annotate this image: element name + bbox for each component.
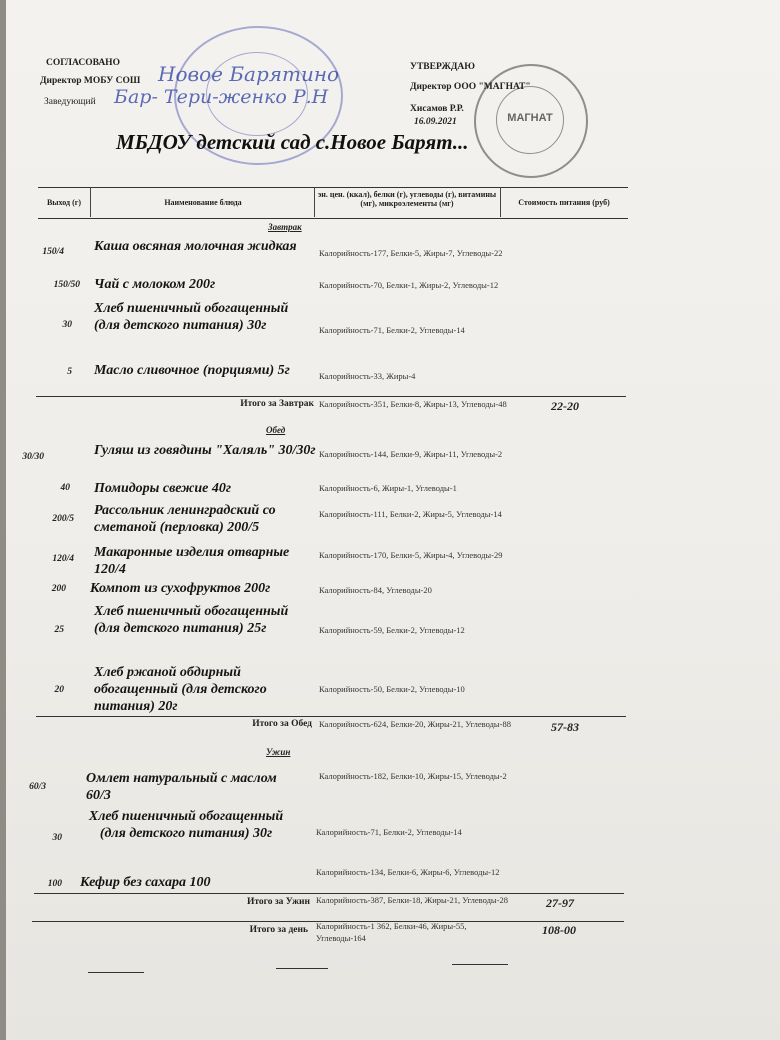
item-qty: 200/5 xyxy=(52,514,74,524)
item-name: Масло сливочное (порциями) 5г xyxy=(94,363,290,378)
total-label-lunch: Итого за Обед xyxy=(252,719,312,729)
company-stamp-text: МАГНАТ xyxy=(507,112,553,124)
col-name-header: Наименование блюда xyxy=(164,198,242,207)
item-name: Макаронные изделия отварные 120/4 xyxy=(94,545,290,577)
price-lunch: 57-83 xyxy=(551,720,579,734)
school-director-label: Директор МОБУ СОШ xyxy=(40,76,141,86)
item-qty: 200 xyxy=(51,584,66,594)
item-name: Рассольник ленинградский со сметаной (перловка) 200/5 xyxy=(94,503,276,535)
total-rule xyxy=(36,716,626,717)
item-nutrition: Калорийность-170, Белки-5, Жиры-4, Углеводы-29 xyxy=(319,550,503,560)
total-nutrition-day: Калорийность-1 362, Белки-46, Жиры-55, Углеводы-164 xyxy=(316,921,467,943)
total-nutrition-dinner: Калорийность-387, Белки-18, Жиры-21, Углеводы-28 xyxy=(316,895,508,905)
total-nutrition-lunch: Калорийность-624, Белки-20, Жиры-21, Углеводы-88 xyxy=(319,719,511,729)
item-name: Гуляш из говядины "Халяль" 30/30г xyxy=(94,443,316,458)
item-nutrition: Калорийность-84, Углеводы-20 xyxy=(319,585,432,595)
approve-label: УТВЕРЖДАЮ xyxy=(410,62,475,72)
item-nutrition: Калорийность-144, Белки-9, Жиры-11, Углеводы-2 xyxy=(319,449,503,459)
item-nutrition: Калорийность-111, Белки-2, Жиры-5, Углеводы-14 xyxy=(319,509,502,519)
item-qty: 120/4 xyxy=(52,554,74,564)
director-name: Хисамов Р.Р. xyxy=(410,104,464,114)
total-nutrition-breakfast: Калорийность-351, Белки-8, Жиры-13, Углеводы-48 xyxy=(319,399,507,409)
item-qty: 5 xyxy=(67,367,72,377)
item-qty: 150/50 xyxy=(53,280,80,290)
item-name: Каша овсяная молочная жидкая xyxy=(94,239,297,254)
head-label: Заведующий xyxy=(44,97,96,107)
item-name: Хлеб пшеничный обогащенный (для детского питания) 30г xyxy=(88,809,284,841)
col-divider xyxy=(314,187,315,217)
item-qty: 30/30 xyxy=(22,452,44,462)
col-nutr-header: эн. цен. (ккал), белки (г), углеводы (г), витамины (мг), микроэлементы (мг) xyxy=(317,190,497,208)
item-name: Омлет натуральный с маслом 60/3 xyxy=(86,771,277,803)
handwritten-signature: Бар- Тери-женко Р.Н xyxy=(114,86,329,108)
item-nutrition: Калорийность-177, Белки-5, Жиры-7, Углеводы-22 xyxy=(319,248,503,258)
page-title: МБДОУ детский сад с.Новое Барят... xyxy=(116,130,469,154)
item-qty: 150/4 xyxy=(42,247,64,257)
item-name: Хлеб пшеничный обогащенный (для детского питания) 30г xyxy=(94,301,289,333)
item-nutrition: Калорийность-59, Белки-2, Углеводы-12 xyxy=(319,625,465,635)
price-breakfast: 22-20 xyxy=(551,399,579,413)
signature-line xyxy=(276,968,328,969)
col-divider xyxy=(500,187,501,217)
item-nutrition: Калорийность-71, Белки-2, Углеводы-14 xyxy=(319,325,465,335)
total-rule xyxy=(36,396,626,397)
item-nutrition: Калорийность-71, Белки-2, Углеводы-14 xyxy=(316,827,462,837)
item-qty: 25 xyxy=(54,625,64,635)
handwritten-village: Новое Барятино xyxy=(158,62,340,86)
section-title-breakfast: Завтрак xyxy=(268,222,302,232)
section-title-dinner: Ужин xyxy=(266,747,291,757)
item-nutrition: Калорийность-70, Белки-1, Жиры-2, Углеводы-12 xyxy=(319,280,499,290)
col-cost-header: Стоимость питания (руб) xyxy=(518,198,610,207)
document-page xyxy=(6,0,780,1040)
total-label-day: Итого за день xyxy=(249,925,308,935)
company-director-label: Директор ООО "МАГНАТ" xyxy=(410,82,531,92)
total-label-dinner: Итого за Ужин xyxy=(246,897,310,907)
section-title-lunch: Обед xyxy=(266,425,286,435)
item-qty: 20 xyxy=(54,685,64,695)
item-name: Помидоры свежие 40г xyxy=(94,481,232,496)
approval-date: 16.09.2021 xyxy=(414,117,457,127)
item-nutrition: Калорийность-6, Жиры-1, Углеводы-1 xyxy=(319,483,457,493)
approved-label: СОГЛАСОВАНО xyxy=(46,58,120,68)
item-qty: 60/3 xyxy=(29,782,46,792)
col-divider xyxy=(90,187,91,217)
col-qty-header: Выход (г) xyxy=(46,198,82,207)
price-dinner: 27-97 xyxy=(546,896,574,910)
item-name: Кефир без сахара 100 xyxy=(80,875,211,890)
item-name: Хлеб пшеничный обогащенный (для детского питания) 25г xyxy=(94,604,289,636)
total-label-breakfast: Итого за Завтрак xyxy=(240,399,314,409)
signature-line xyxy=(452,964,508,965)
item-qty: 40 xyxy=(60,483,70,493)
item-name: Чай с молоком 200г xyxy=(94,277,216,292)
item-qty: 100 xyxy=(47,879,62,889)
item-name: Хлеб ржаной обдирный обогащенный (для детского питания) 20г xyxy=(94,665,267,714)
item-qty: 30 xyxy=(52,833,62,843)
item-nutrition: Калорийность-33, Жиры-4 xyxy=(319,371,416,381)
item-name: Компот из сухофруктов 200г xyxy=(90,581,271,596)
item-nutrition: Калорийность-182, Белки-10, Жиры-15, Углеводы-2 xyxy=(319,771,507,781)
item-nutrition: Калорийность-50, Белки-2, Углеводы-10 xyxy=(319,684,465,694)
price-day: 108-00 xyxy=(542,923,576,937)
item-nutrition: Калорийность-134, Белки-6, Жиры-6, Углеводы-12 xyxy=(316,867,500,877)
signature-line xyxy=(88,972,144,973)
item-qty: 30 xyxy=(62,320,72,330)
